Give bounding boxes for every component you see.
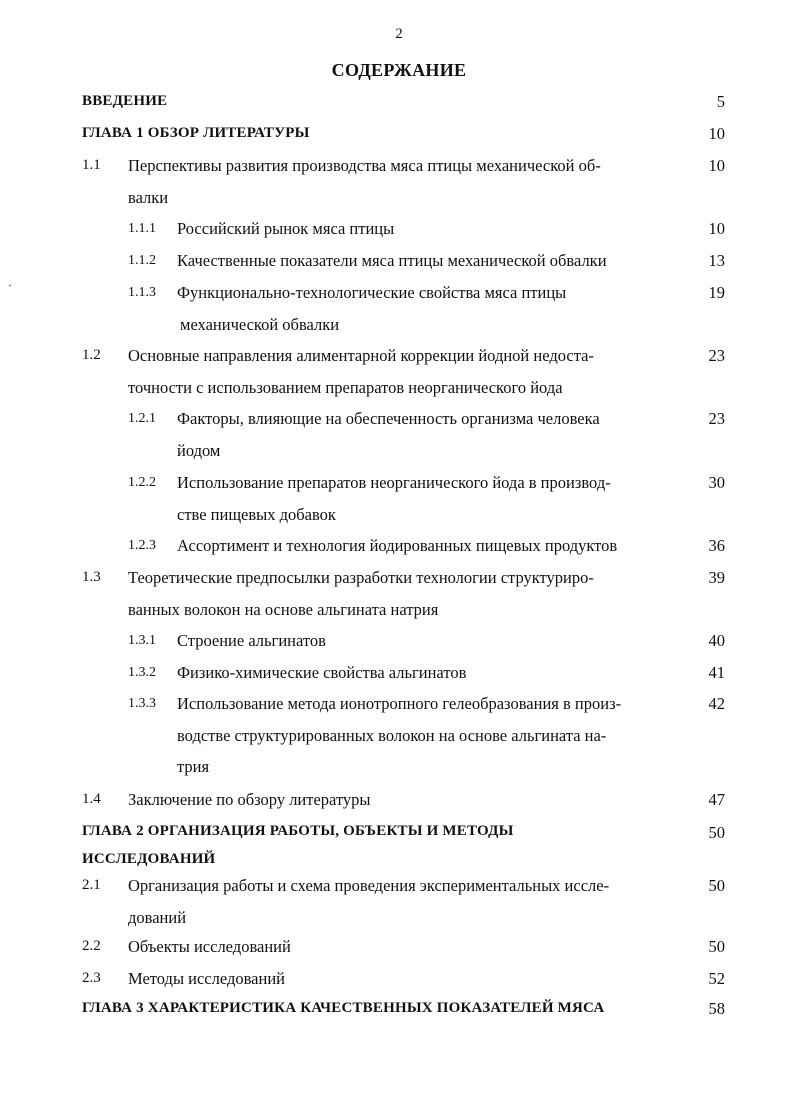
toc-entry-number: 1.2.1 [128,411,156,426]
toc-entry-page: 5 [716,92,725,111]
toc-entry-number: 1.2.3 [128,538,156,553]
toc-entry-title: Методы исследований [128,969,285,988]
toc-entry-number: 1.3.3 [128,696,156,711]
toc-entry-title: ГЛАВА 1 ОБЗОР ЛИТЕРАТУРЫ [82,125,310,141]
toc-entry-page: 23 [708,409,725,428]
toc-entry-number: 2.2 [82,938,101,954]
toc-entry-title: Основные направления алиментарной коррекции йодной недоста- точности с использованием препаратов неорганического йода [128,346,594,397]
toc-entry-page: 23 [708,346,725,365]
toc-entry-page: 47 [708,790,725,809]
toc-entry-page: 52 [708,969,725,988]
toc-entry-page: 41 [708,663,725,682]
page-title: СОДЕРЖАНИЕ [331,60,467,80]
toc-entry-title: Факторы, влияющие на обеспеченность организма человека йодом [177,409,600,460]
toc-entry-page: 36 [708,536,725,555]
toc-entry-number: 1.3.2 [128,665,156,680]
toc-entry-page: 39 [708,568,725,587]
toc-entry-page: 40 [708,631,725,650]
toc-entry-page: 13 [708,251,725,270]
toc-entry-title: Строение альгинатов [177,631,326,650]
toc-entry-number: 1.3 [82,569,101,585]
toc-entry-title: ГЛАВА 3 ХАРАКТЕРИСТИКА КАЧЕСТВЕННЫХ ПОКАЗАТЕЛЕЙ МЯСА [82,1000,605,1016]
toc-entry-title: Физико-химические свойства альгинатов [177,663,467,682]
toc-entry-page: 42 [708,694,725,713]
toc-entry-page: 30 [708,473,725,492]
toc-entry-page: 10 [708,124,725,143]
toc-entry-number: 1.1.2 [128,253,156,268]
toc-entry-title: Функционально-технологические свойства мяса птицы механической обвалки [177,283,567,334]
toc-entry-page: 58 [708,999,725,1018]
toc-entry-page: 50 [708,823,725,842]
stray-mark: ` [8,282,12,296]
toc-entry-number: 2.3 [82,970,101,986]
toc-entry-page: 50 [708,937,725,956]
toc-entry-number: 1.2 [82,347,101,363]
toc-entry-page: 10 [708,219,725,238]
toc-entry-title: Объекты исследований [128,937,291,956]
toc-entry-number: 1.3.1 [128,633,156,648]
toc-entry-number: 1.2.2 [128,475,156,490]
toc-entry-number: 1.1 [82,157,101,173]
toc-entry-number: 2.1 [82,877,101,893]
toc-entry-title: Российский рынок мяса птицы [177,219,395,238]
toc-entry-title: Перспективы развития производства мяса птицы механической об- валки [128,156,601,207]
toc-entry-title: Качественные показатели мяса птицы механической обвалки [177,251,607,270]
toc-entry-number: 1.4 [82,791,101,807]
toc-entry-title: ГЛАВА 2 ОРГАНИЗАЦИЯ РАБОТЫ, ОБЪЕКТЫ И МЕТОДЫ ИССЛЕДОВАНИЙ [82,823,514,867]
toc-entry-number: 1.1.3 [128,285,156,300]
toc-entry-title: Заключение по обзору литературы [128,790,371,809]
toc-entry-title: Теоретические предпосылки разработки технологии структуриро- ванных волокон на основе альгината натрия [128,568,594,619]
toc-entry-title: Использование метода ионотропного гелеобразования в произ- водстве структурированных волокон на основе альгината на- трия [177,694,622,776]
toc-entry-page: 10 [708,156,725,175]
toc-entry-title: ВВЕДЕНИЕ [82,93,168,109]
toc-entry-title: Организация работы и схема проведения экспериментальных иссле- дований [128,876,610,927]
toc-entry-page: 19 [708,283,725,302]
toc-entry-title: Ассортимент и технология йодированных пищевых продуктов [177,536,618,555]
toc-entry-number: 1.1.1 [128,221,156,236]
toc-entry-page: 50 [708,876,725,895]
toc-entry-title: Использование препаратов неорганического йода в производ- стве пищевых добавок [177,473,611,524]
page-number: 2 [395,26,403,42]
